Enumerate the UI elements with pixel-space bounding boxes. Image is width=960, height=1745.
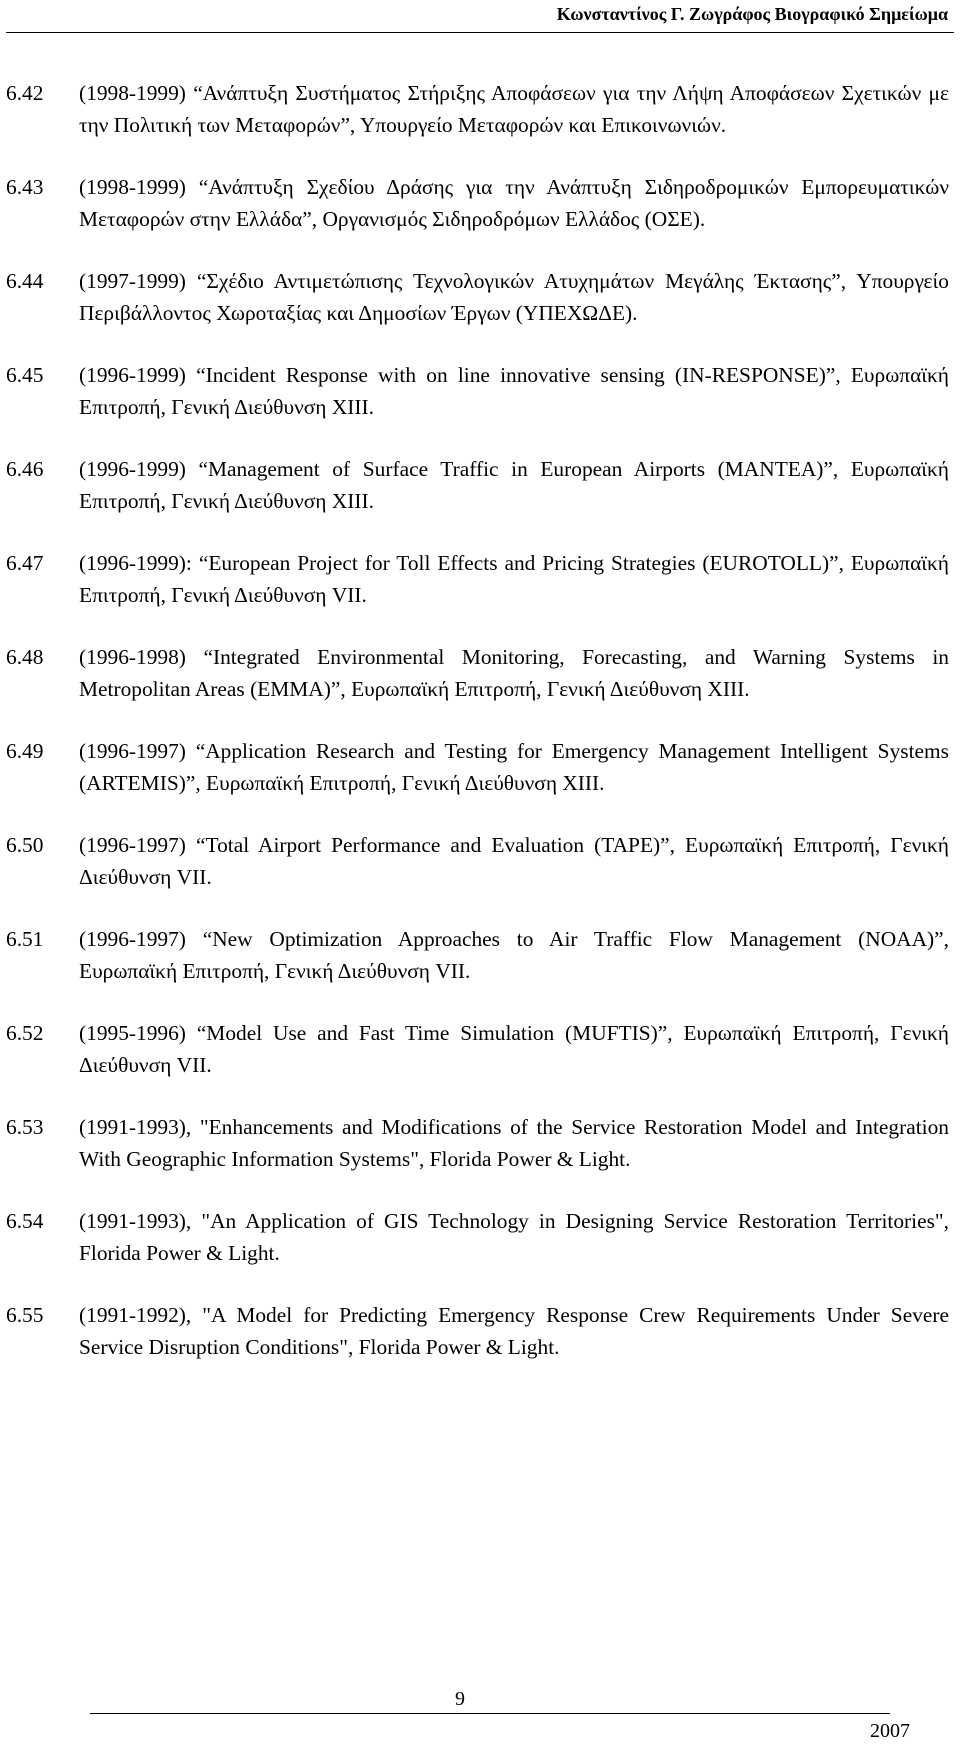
footer-rule	[90, 1713, 890, 1714]
list-item	[6, 171, 949, 235]
item-number: 6.43	[6, 175, 44, 199]
list-item	[6, 1205, 949, 1269]
item-text: (1996-1998) “Integrated Environmental Monitoring, Forecasting, and Warning Systems in Metropolitan Areas (EMMA)”, Ευρωπαϊκή Επιτροπή, Γενική Διεύθυνση XIII.	[79, 645, 949, 701]
item-number: 6.55	[6, 1303, 44, 1327]
item-number: 6.42	[6, 81, 44, 105]
page-header-title: Κωνσταντίνος Γ. Ζωγράφος Βιογραφικό Σημείωμα	[556, 4, 948, 24]
item-number: 6.46	[6, 457, 44, 481]
list-item	[6, 735, 949, 799]
item-number: 6.45	[6, 363, 44, 387]
item-number: 6.51	[6, 927, 44, 951]
item-text: (1996-1999): “European Project for Toll Effects and Pricing Strategies (EUROTOLL)”, Ευρωπαϊκή Επιτροπή, Γενική Διεύθυνση VII.	[79, 551, 949, 607]
item-text: (1991-1993), "An Application of GIS Technology in Designing Service Restoration Territories", Florida Power & Light.	[79, 1209, 949, 1265]
item-text: (1997-1999) “Σχέδιο Αντιμετώπισης Τεχνολογικών Ατυχημάτων Μεγάλης Έκτασης”, Υπουργείο Περιβάλλοντος Χωροταξίας και Δημοσίων Έργων (ΥΠΕΧΩΔΕ).	[79, 269, 949, 325]
project-list	[6, 77, 949, 1393]
item-number: 6.52	[6, 1021, 44, 1045]
item-text: (1996-1997) “Application Research and Testing for Emergency Management Intelligent Systems (ARTEMIS)”, Ευρωπαϊκή Επιτροπή, Γενική Διεύθυνση XIII.	[79, 739, 949, 795]
item-number: 6.49	[6, 739, 44, 763]
list-item	[6, 265, 949, 329]
list-item	[6, 547, 949, 611]
item-text: (1996-1999) “Incident Response with on line innovative sensing (IN-RESPONSE)”, Ευρωπαϊκή Επιτροπή, Γενική Διεύθυνση XIII.	[79, 363, 949, 419]
list-item	[6, 1111, 949, 1175]
item-number: 6.54	[6, 1209, 44, 1233]
list-item	[6, 1017, 949, 1081]
item-text: (1996-1999) “Management of Surface Traffic in European Airports (MANTEA)”, Ευρωπαϊκή Επιτροπή, Γενική Διεύθυνση XIII.	[79, 457, 949, 513]
item-number: 6.53	[6, 1115, 44, 1139]
item-text: (1996-1997) “New Optimization Approaches to Air Traffic Flow Management (NOAA)”, Ευρωπαϊκή Επιτροπή, Γενική Διεύθυνση VII.	[79, 927, 949, 983]
item-text: (1991-1993), "Enhancements and Modifications of the Service Restoration Model and Integration With Geographic Information Systems", Florida Power & Light.	[79, 1115, 949, 1171]
item-text: (1996-1997) “Total Airport Performance and Evaluation (TAPE)”, Ευρωπαϊκή Επιτροπή, Γενική Διεύθυνση VII.	[79, 833, 949, 889]
item-text: (1998-1999) “Ανάπτυξη Σχεδίου Δράσης για την Ανάπτυξη Σιδηροδρομικών Εμπορευματικών Μεταφορών στην Ελλάδα”, Οργανισμός Σιδηροδρόμων Ελλάδος (ΟΣΕ).	[79, 175, 949, 231]
item-text: (1998-1999) “Ανάπτυξη Συστήματος Στήριξης Αποφάσεων για την Λήψη Αποφάσεων Σχετικών με την Πολιτική των Μεταφορών”, Υπουργείο Μεταφορών και Επικοινωνιών.	[79, 81, 949, 137]
list-item	[6, 359, 949, 423]
list-item	[6, 453, 949, 517]
page-number: 9	[455, 1688, 465, 1710]
header-rule	[6, 32, 954, 33]
list-item	[6, 641, 949, 705]
item-text: (1991-1992), "A Model for Predicting Emergency Response Crew Requirements Under Severe Service Disruption Conditions", Florida Power & Light.	[79, 1303, 949, 1359]
item-text: (1995-1996) “Model Use and Fast Time Simulation (MUFTIS)”, Ευρωπαϊκή Επιτροπή, Γενική Διεύθυνση VII.	[79, 1021, 949, 1077]
item-number: 6.47	[6, 551, 44, 575]
list-item	[6, 829, 949, 893]
footer-year: 2007	[870, 1720, 910, 1742]
list-item	[6, 77, 949, 141]
list-item	[6, 1299, 949, 1363]
item-number: 6.50	[6, 833, 44, 857]
list-item	[6, 923, 949, 987]
item-number: 6.44	[6, 269, 44, 293]
item-number: 6.48	[6, 645, 44, 669]
